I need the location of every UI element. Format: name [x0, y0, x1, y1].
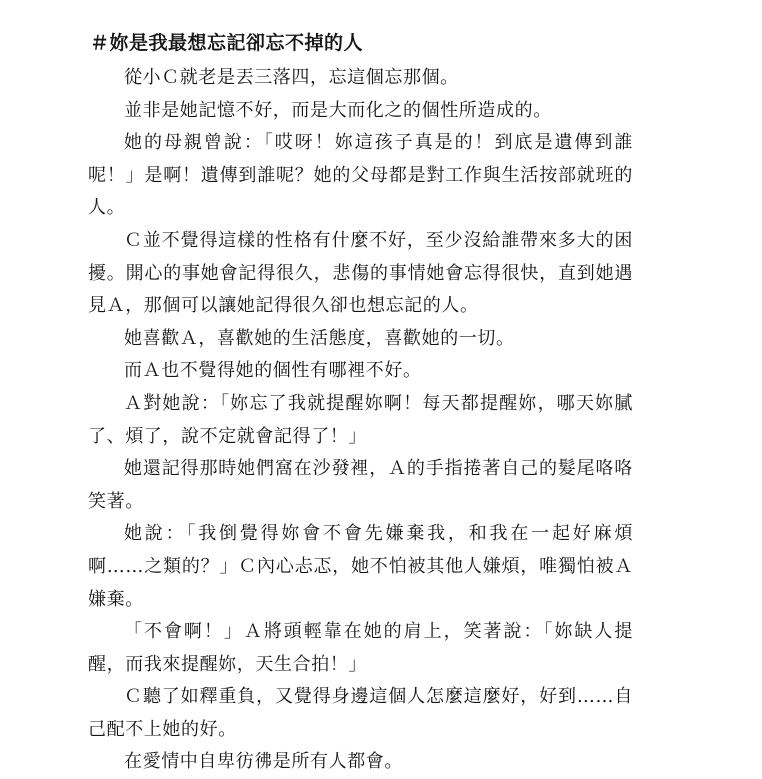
paragraph: 從小Ｃ就老是丟三落四，忘這個忘那個。	[124, 67, 459, 88]
paragraph: 而Ａ也不覺得她的個性有哪裡不好。	[124, 360, 422, 382]
paragraph: Ｃ聽了如釋重負，又覺得身邊這個人怎麼這麼好，好到……自己配不上她的好。	[88, 686, 633, 740]
paragraph: 她還記得那時她們窩在沙發裡，Ａ的手指捲著自己的髮尾咯咯笑著。	[88, 458, 633, 512]
paragraph: 並非是她記憶不好，而是大而化之的個性所造成的。	[124, 99, 552, 121]
paragraph: 「不會啊！」Ａ將頭輕靠在她的肩上，笑著說：「妳缺人提醒，而我來提醒妳，天生合拍！」	[88, 621, 633, 675]
paragraph: 在愛情中自卑彷彿是所有人都會。	[124, 751, 403, 773]
paragraph: Ａ對她說：「妳忘了我就提醒妳啊！每天都提醒妳，哪天妳膩了、煩了，說不定就會記得了！」	[88, 392, 633, 447]
document-body	[88, 62, 633, 779]
paragraph: 她喜歡Ａ，喜歡她的生活態度，喜歡她的一切。	[124, 327, 515, 349]
document-title: ＃妳是我最想忘記卻忘不掉的人	[90, 32, 364, 54]
paragraph: 她說：「我倒覺得妳會不會先嫌棄我，和我在一起好麻煩啊……之類的？」Ｃ內心忐忑，她不怕被其他人嫌煩，唯獨怕被Ａ嫌棄。	[88, 523, 633, 610]
paragraph: Ｃ並不覺得這樣的性格有什麼不好，至少沒給誰帶來多大的困擾。開心的事她會記得很久，悲傷的事情她會忘得很快，直到她遇見Ａ，那個可以讓她記得很久卻也想忘記的人。	[88, 229, 633, 317]
paragraph: 她的母親曾說：「哎呀！妳這孩子真是的！到底是遺傳到誰呢！」是啊！遺傳到誰呢？她的父母都是對工作與生活按部就班的人。	[88, 132, 633, 219]
